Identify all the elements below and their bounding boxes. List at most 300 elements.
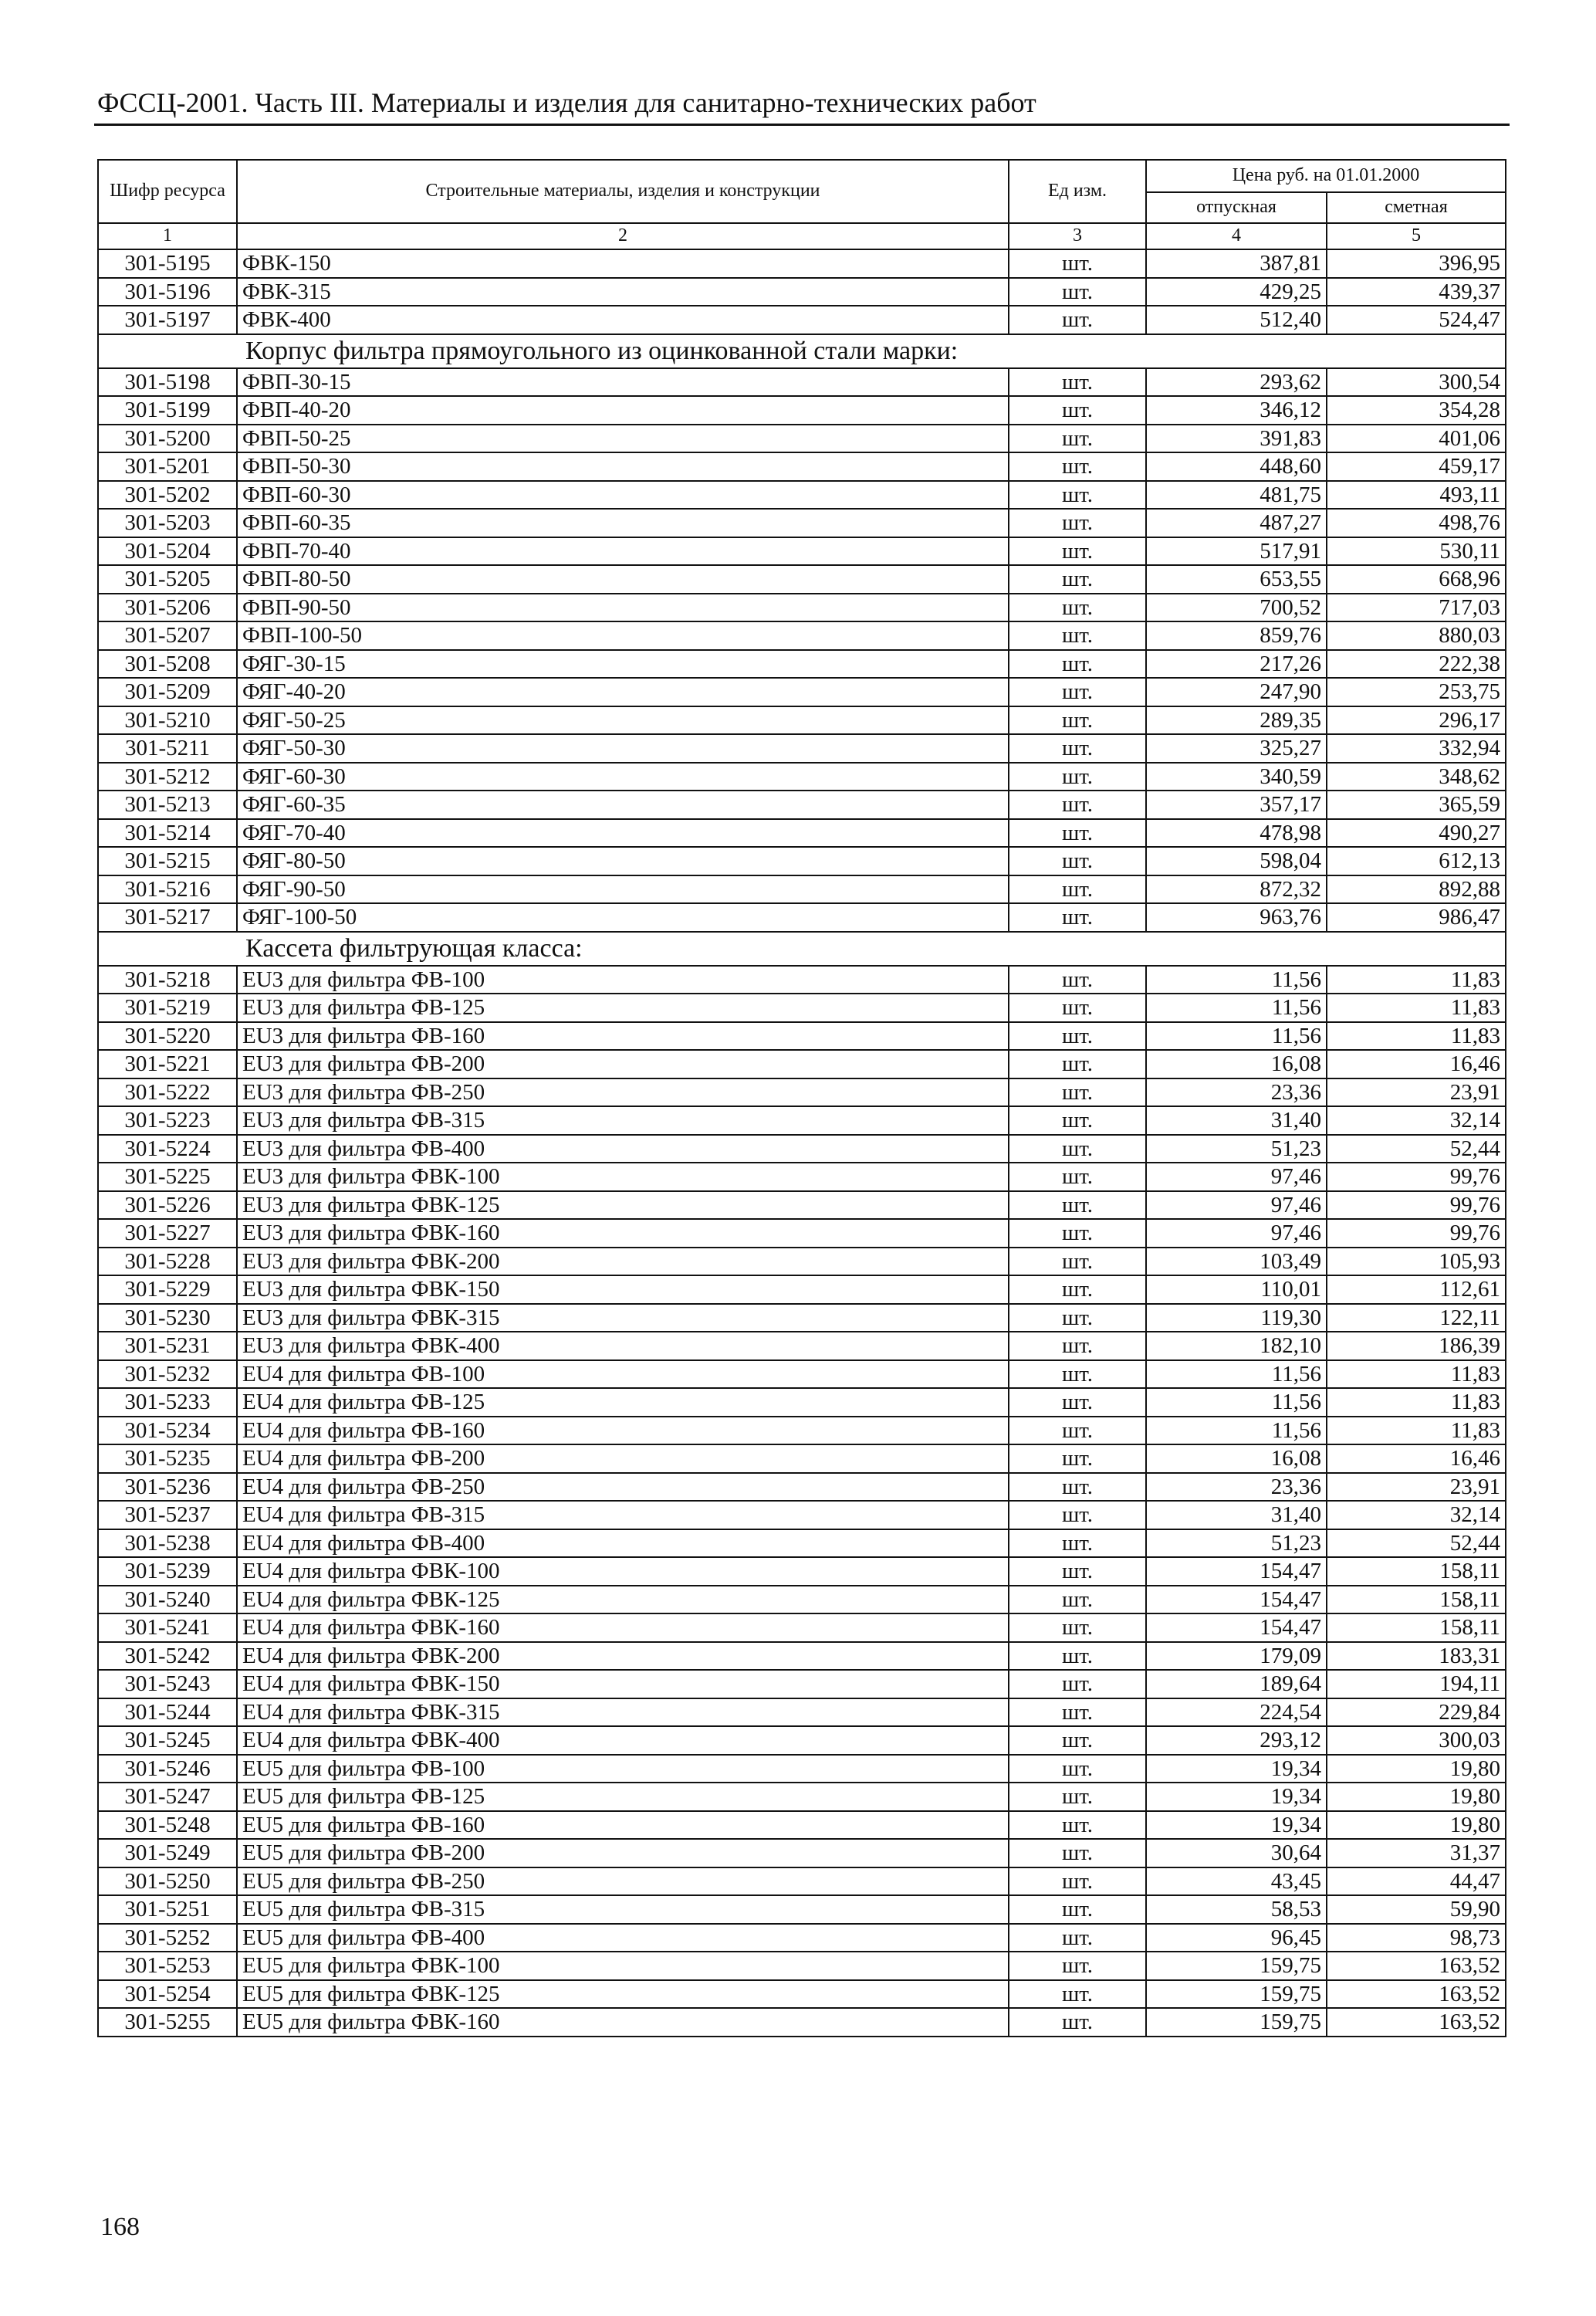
- table-row: [98, 734, 1506, 763]
- price-estimate: 332,94: [1327, 734, 1506, 763]
- price-estimate: 11,83: [1327, 1388, 1506, 1417]
- price-estimate: 530,11: [1327, 537, 1506, 566]
- unit: шт.: [1009, 847, 1146, 875]
- price-estimate: 16,46: [1327, 1050, 1506, 1078]
- item-name: ФЯГ-90-50: [237, 875, 1009, 904]
- table-row: [98, 1360, 1506, 1389]
- table-row: [98, 565, 1506, 594]
- unit: шт.: [1009, 425, 1146, 453]
- item-name: EU3 для фильтра ФВК-200: [237, 1248, 1009, 1276]
- price-estimate: 183,31: [1327, 1642, 1506, 1671]
- unit: шт.: [1009, 706, 1146, 735]
- price-estimate: 229,84: [1327, 1698, 1506, 1727]
- table-row: [98, 966, 1506, 994]
- price-estimate: 99,76: [1327, 1191, 1506, 1220]
- price-estimate: 717,03: [1327, 594, 1506, 622]
- table-row: [98, 1219, 1506, 1248]
- table-row: [98, 1191, 1506, 1220]
- price-estimate: 158,11: [1327, 1557, 1506, 1586]
- resource-code: 301-5236: [98, 1473, 237, 1502]
- unit: шт.: [1009, 452, 1146, 481]
- price-release: 43,45: [1146, 1867, 1327, 1896]
- item-name: EU3 для фильтра ФВ-160: [237, 1022, 1009, 1051]
- table-row: [98, 763, 1506, 791]
- price-release: 97,46: [1146, 1163, 1327, 1191]
- price-estimate: 23,91: [1327, 1473, 1506, 1502]
- resource-code: 301-5205: [98, 565, 237, 594]
- resource-code: 301-5211: [98, 734, 237, 763]
- table-row: [98, 1613, 1506, 1642]
- price-release: 11,56: [1146, 994, 1327, 1022]
- table-row: [98, 1783, 1506, 1811]
- item-name: EU4 для фильтра ФВ-250: [237, 1473, 1009, 1502]
- unit: шт.: [1009, 763, 1146, 791]
- price-release: 872,32: [1146, 875, 1327, 904]
- price-estimate: 668,96: [1327, 565, 1506, 594]
- price-release: 179,09: [1146, 1642, 1327, 1671]
- table-row: [98, 650, 1506, 679]
- table-row: [98, 1163, 1506, 1191]
- price-estimate: 490,27: [1327, 819, 1506, 848]
- resource-code: 301-5245: [98, 1726, 237, 1755]
- section-title: Корпус фильтра прямоугольного из оцинкованной стали марки:: [98, 334, 1506, 368]
- item-name: ФЯГ-40-20: [237, 678, 1009, 706]
- item-name: EU5 для фильтра ФВ-400: [237, 1924, 1009, 1952]
- item-name: ФВП-60-30: [237, 481, 1009, 510]
- price-release: 700,52: [1146, 594, 1327, 622]
- table-row: [98, 1078, 1506, 1107]
- unit: шт.: [1009, 903, 1146, 932]
- resource-code: 301-5208: [98, 650, 237, 679]
- resource-code: 301-5243: [98, 1670, 237, 1698]
- item-name: EU4 для фильтра ФВК-125: [237, 1586, 1009, 1614]
- price-release: 391,83: [1146, 425, 1327, 453]
- resource-code: 301-5238: [98, 1529, 237, 1558]
- price-release: 58,53: [1146, 1895, 1327, 1924]
- price-estimate: 158,11: [1327, 1586, 1506, 1614]
- unit: шт.: [1009, 1980, 1146, 2009]
- item-name: ФВП-50-30: [237, 452, 1009, 481]
- price-release: 51,23: [1146, 1135, 1327, 1163]
- resource-code: 301-5244: [98, 1698, 237, 1727]
- price-release: 247,90: [1146, 678, 1327, 706]
- table-row: [98, 1022, 1506, 1051]
- price-release: 11,56: [1146, 1360, 1327, 1389]
- item-name: EU3 для фильтра ФВ-200: [237, 1050, 1009, 1078]
- price-estimate: 439,37: [1327, 278, 1506, 306]
- price-release: 217,26: [1146, 650, 1327, 679]
- table-row: [98, 1248, 1506, 1276]
- price-estimate: 105,93: [1327, 1248, 1506, 1276]
- item-name: EU5 для фильтра ФВ-250: [237, 1867, 1009, 1896]
- rows-group-b: [98, 368, 1506, 932]
- section-title: Кассета фильтрующая класса:: [98, 932, 1506, 966]
- price-estimate: 986,47: [1327, 903, 1506, 932]
- price-estimate: 11,83: [1327, 994, 1506, 1022]
- unit: шт.: [1009, 306, 1146, 334]
- resource-code: 301-5227: [98, 1219, 237, 1248]
- table-row: [98, 1444, 1506, 1473]
- unit: шт.: [1009, 481, 1146, 510]
- section-1: [98, 334, 1506, 368]
- unit: шт.: [1009, 1078, 1146, 1107]
- price-release: 16,08: [1146, 1050, 1327, 1078]
- table-row: [98, 425, 1506, 453]
- resource-code: 301-5250: [98, 1867, 237, 1896]
- item-name: EU5 для фильтра ФВ-125: [237, 1783, 1009, 1811]
- price-release: 429,25: [1146, 278, 1327, 306]
- item-name: EU4 для фильтра ФВ-315: [237, 1501, 1009, 1529]
- table-row: [98, 1106, 1506, 1135]
- price-release: 159,75: [1146, 2008, 1327, 2037]
- item-name: ФЯГ-80-50: [237, 847, 1009, 875]
- price-release: 154,47: [1146, 1557, 1327, 1586]
- item-name: ФВП-90-50: [237, 594, 1009, 622]
- resource-code: 301-5231: [98, 1332, 237, 1360]
- item-name: EU4 для фильтра ФВК-400: [237, 1726, 1009, 1755]
- price-release: 31,40: [1146, 1106, 1327, 1135]
- item-name: ФВП-80-50: [237, 565, 1009, 594]
- table-row: [98, 452, 1506, 481]
- item-name: EU4 для фильтра ФВК-200: [237, 1642, 1009, 1671]
- unit: шт.: [1009, 509, 1146, 537]
- item-name: ФВП-30-15: [237, 368, 1009, 397]
- resource-code: 301-5212: [98, 763, 237, 791]
- unit: шт.: [1009, 994, 1146, 1022]
- price-release: 189,64: [1146, 1670, 1327, 1698]
- unit: шт.: [1009, 1642, 1146, 1671]
- unit: шт.: [1009, 1670, 1146, 1698]
- price-release: 512,40: [1146, 306, 1327, 334]
- table-row: [98, 1135, 1506, 1163]
- col-number: 3: [1009, 223, 1146, 249]
- resource-code: 301-5221: [98, 1050, 237, 1078]
- table-row: [98, 621, 1506, 650]
- table-row: [98, 791, 1506, 819]
- table-row: [98, 1811, 1506, 1840]
- unit: шт.: [1009, 819, 1146, 848]
- unit: шт.: [1009, 1360, 1146, 1389]
- price-estimate: 11,83: [1327, 1022, 1506, 1051]
- resource-code: 301-5230: [98, 1304, 237, 1332]
- item-name: EU3 для фильтра ФВ-125: [237, 994, 1009, 1022]
- price-release: 11,56: [1146, 1022, 1327, 1051]
- price-release: 110,01: [1146, 1275, 1327, 1304]
- table-row: [98, 1050, 1506, 1078]
- price-release: 19,34: [1146, 1755, 1327, 1783]
- price-release: 182,10: [1146, 1332, 1327, 1360]
- unit: шт.: [1009, 1248, 1146, 1276]
- item-name: EU3 для фильтра ФВК-315: [237, 1304, 1009, 1332]
- price-release: 30,64: [1146, 1839, 1327, 1867]
- resource-code: 301-5218: [98, 966, 237, 994]
- price-estimate: 880,03: [1327, 621, 1506, 650]
- price-release: 859,76: [1146, 621, 1327, 650]
- item-name: EU4 для фильтра ФВ-100: [237, 1360, 1009, 1389]
- table-row: [98, 1642, 1506, 1671]
- unit: шт.: [1009, 368, 1146, 397]
- price-release: 293,62: [1146, 368, 1327, 397]
- item-name: ФВП-40-20: [237, 396, 1009, 425]
- price-estimate: 300,03: [1327, 1726, 1506, 1755]
- price-estimate: 163,52: [1327, 2008, 1506, 2037]
- unit: шт.: [1009, 1022, 1146, 1051]
- resource-code: 301-5219: [98, 994, 237, 1022]
- unit: шт.: [1009, 1529, 1146, 1558]
- col-header-unit: Ед изм.: [1009, 160, 1146, 223]
- item-name: EU3 для фильтра ФВ-100: [237, 966, 1009, 994]
- table-row: [98, 537, 1506, 566]
- resource-code: 301-5217: [98, 903, 237, 932]
- price-release: 16,08: [1146, 1444, 1327, 1473]
- table-row: [98, 1980, 1506, 2009]
- table-row: [98, 903, 1506, 932]
- table-row: [98, 847, 1506, 875]
- table-row: [98, 1332, 1506, 1360]
- unit: шт.: [1009, 1895, 1146, 1924]
- rows-group-c: [98, 966, 1506, 2037]
- item-name: EU4 для фильтра ФВК-160: [237, 1613, 1009, 1642]
- header-rule: [94, 124, 1510, 126]
- price-release: 154,47: [1146, 1613, 1327, 1642]
- price-estimate: 186,39: [1327, 1332, 1506, 1360]
- price-release: 653,55: [1146, 565, 1327, 594]
- resource-code: 301-5197: [98, 306, 237, 334]
- price-release: 11,56: [1146, 966, 1327, 994]
- table-row: [98, 594, 1506, 622]
- unit: шт.: [1009, 1586, 1146, 1614]
- item-name: EU3 для фильтра ФВК-125: [237, 1191, 1009, 1220]
- item-name: EU5 для фильтра ФВК-100: [237, 1952, 1009, 1980]
- table-row: [98, 1473, 1506, 1502]
- item-name: EU3 для фильтра ФВК-400: [237, 1332, 1009, 1360]
- table-row: [98, 875, 1506, 904]
- item-name: ФЯГ-50-30: [237, 734, 1009, 763]
- resource-code: 301-5200: [98, 425, 237, 453]
- price-release: 97,46: [1146, 1191, 1327, 1220]
- price-release: 31,40: [1146, 1501, 1327, 1529]
- price-estimate: 498,76: [1327, 509, 1506, 537]
- resource-code: 301-5222: [98, 1078, 237, 1107]
- table-row: [98, 2008, 1506, 2037]
- price-estimate: 59,90: [1327, 1895, 1506, 1924]
- item-name: ФЯГ-60-35: [237, 791, 1009, 819]
- unit: шт.: [1009, 537, 1146, 566]
- item-name: ФВП-60-35: [237, 509, 1009, 537]
- unit: шт.: [1009, 1924, 1146, 1952]
- price-release: 154,47: [1146, 1586, 1327, 1614]
- table-row: [98, 1501, 1506, 1529]
- price-estimate: 524,47: [1327, 306, 1506, 334]
- resource-code: 301-5242: [98, 1642, 237, 1671]
- resource-code: 301-5241: [98, 1613, 237, 1642]
- price-release: 598,04: [1146, 847, 1327, 875]
- unit: шт.: [1009, 791, 1146, 819]
- price-estimate: 11,83: [1327, 966, 1506, 994]
- item-name: EU4 для фильтра ФВ-160: [237, 1417, 1009, 1445]
- price-estimate: 222,38: [1327, 650, 1506, 679]
- price-estimate: 612,13: [1327, 847, 1506, 875]
- price-estimate: 194,11: [1327, 1670, 1506, 1698]
- table-row: [98, 1388, 1506, 1417]
- resource-code: 301-5235: [98, 1444, 237, 1473]
- unit: шт.: [1009, 2008, 1146, 2037]
- price-estimate: 493,11: [1327, 481, 1506, 510]
- table-row: [98, 1839, 1506, 1867]
- table-row: [98, 1275, 1506, 1304]
- price-estimate: 31,37: [1327, 1839, 1506, 1867]
- item-name: ФВП-50-25: [237, 425, 1009, 453]
- resource-code: 301-5232: [98, 1360, 237, 1389]
- price-release: 119,30: [1146, 1304, 1327, 1332]
- price-estimate: 99,76: [1327, 1219, 1506, 1248]
- table-row: [98, 1417, 1506, 1445]
- price-release: 963,76: [1146, 903, 1327, 932]
- price-estimate: 892,88: [1327, 875, 1506, 904]
- col-header-release: отпускная: [1146, 192, 1327, 223]
- resource-code: 301-5199: [98, 396, 237, 425]
- table-row: [98, 1670, 1506, 1698]
- unit: шт.: [1009, 594, 1146, 622]
- resource-code: 301-5214: [98, 819, 237, 848]
- unit: шт.: [1009, 1050, 1146, 1078]
- resource-code: 301-5209: [98, 678, 237, 706]
- item-name: EU3 для фильтра ФВ-250: [237, 1078, 1009, 1107]
- rows-group-a: [98, 249, 1506, 334]
- table-row: [98, 368, 1506, 397]
- unit: шт.: [1009, 1135, 1146, 1163]
- price-release: 159,75: [1146, 1980, 1327, 2009]
- item-name: ФЯГ-60-30: [237, 763, 1009, 791]
- item-name: EU4 для фильтра ФВК-150: [237, 1670, 1009, 1698]
- unit: шт.: [1009, 249, 1146, 278]
- unit: шт.: [1009, 1726, 1146, 1755]
- table-row: [98, 1895, 1506, 1924]
- table-row: [98, 306, 1506, 334]
- resource-code: 301-5233: [98, 1388, 237, 1417]
- price-release: 11,56: [1146, 1417, 1327, 1445]
- price-estimate: 459,17: [1327, 452, 1506, 481]
- item-name: ФВК-150: [237, 249, 1009, 278]
- price-estimate: 98,73: [1327, 1924, 1506, 1952]
- unit: шт.: [1009, 1191, 1146, 1220]
- price-estimate: 19,80: [1327, 1755, 1506, 1783]
- price-estimate: 122,11: [1327, 1304, 1506, 1332]
- price-release: 325,27: [1146, 734, 1327, 763]
- resource-code: 301-5226: [98, 1191, 237, 1220]
- price-estimate: 19,80: [1327, 1783, 1506, 1811]
- resource-code: 301-5248: [98, 1811, 237, 1840]
- price-release: 346,12: [1146, 396, 1327, 425]
- resource-code: 301-5195: [98, 249, 237, 278]
- resource-code: 301-5206: [98, 594, 237, 622]
- price-estimate: 52,44: [1327, 1529, 1506, 1558]
- price-release: 289,35: [1146, 706, 1327, 735]
- resource-code: 301-5215: [98, 847, 237, 875]
- table-row: [98, 819, 1506, 848]
- price-estimate: 99,76: [1327, 1163, 1506, 1191]
- resource-code: 301-5249: [98, 1839, 237, 1867]
- price-estimate: 32,14: [1327, 1106, 1506, 1135]
- unit: шт.: [1009, 678, 1146, 706]
- price-release: 357,17: [1146, 791, 1327, 819]
- resource-code: 301-5239: [98, 1557, 237, 1586]
- price-release: 159,75: [1146, 1952, 1327, 1980]
- table-row: [98, 1586, 1506, 1614]
- unit: шт.: [1009, 1867, 1146, 1896]
- price-release: 19,34: [1146, 1811, 1327, 1840]
- table-row: [98, 1924, 1506, 1952]
- price-release: 97,46: [1146, 1219, 1327, 1248]
- table-row: [98, 1304, 1506, 1332]
- price-release: 11,56: [1146, 1388, 1327, 1417]
- unit: шт.: [1009, 396, 1146, 425]
- col-header-name: Строительные материалы, изделия и конструкции: [237, 160, 1009, 223]
- item-name: EU4 для фильтра ФВК-315: [237, 1698, 1009, 1727]
- unit: шт.: [1009, 1501, 1146, 1529]
- col-number: 5: [1327, 223, 1506, 249]
- item-name: EU3 для фильтра ФВ-400: [237, 1135, 1009, 1163]
- item-name: ФВП-70-40: [237, 537, 1009, 566]
- unit: шт.: [1009, 734, 1146, 763]
- resource-code: 301-5216: [98, 875, 237, 904]
- unit: шт.: [1009, 966, 1146, 994]
- col-header-code: Шифр ресурса: [98, 160, 237, 223]
- unit: шт.: [1009, 1613, 1146, 1642]
- unit: шт.: [1009, 1557, 1146, 1586]
- unit: шт.: [1009, 1444, 1146, 1473]
- resource-code: 301-5229: [98, 1275, 237, 1304]
- price-release: 487,27: [1146, 509, 1327, 537]
- price-estimate: 354,28: [1327, 396, 1506, 425]
- item-name: ФВК-315: [237, 278, 1009, 306]
- unit: шт.: [1009, 1839, 1146, 1867]
- unit: шт.: [1009, 1332, 1146, 1360]
- resource-code: 301-5240: [98, 1586, 237, 1614]
- price-estimate: 296,17: [1327, 706, 1506, 735]
- item-name: EU5 для фильтра ФВК-160: [237, 2008, 1009, 2037]
- unit: шт.: [1009, 1163, 1146, 1191]
- item-name: EU4 для фильтра ФВ-400: [237, 1529, 1009, 1558]
- price-release: 481,75: [1146, 481, 1327, 510]
- resource-code: 301-5251: [98, 1895, 237, 1924]
- price-estimate: 365,59: [1327, 791, 1506, 819]
- table-row: [98, 1755, 1506, 1783]
- price-estimate: 348,62: [1327, 763, 1506, 791]
- resource-code: 301-5255: [98, 2008, 237, 2037]
- resource-code: 301-5201: [98, 452, 237, 481]
- resource-code: 301-5224: [98, 1135, 237, 1163]
- unit: шт.: [1009, 875, 1146, 904]
- table-row: [98, 706, 1506, 735]
- item-name: ФЯГ-70-40: [237, 819, 1009, 848]
- unit: шт.: [1009, 1219, 1146, 1248]
- unit: шт.: [1009, 278, 1146, 306]
- price-release: 224,54: [1146, 1698, 1327, 1727]
- resource-code: 301-5202: [98, 481, 237, 510]
- col-number: 1: [98, 223, 237, 249]
- price-estimate: 16,46: [1327, 1444, 1506, 1473]
- price-estimate: 401,06: [1327, 425, 1506, 453]
- item-name: EU5 для фильтра ФВ-315: [237, 1895, 1009, 1924]
- item-name: ФЯГ-100-50: [237, 903, 1009, 932]
- table-row: [98, 1867, 1506, 1896]
- table-row: [98, 278, 1506, 306]
- resource-code: 301-5253: [98, 1952, 237, 1980]
- unit: шт.: [1009, 1811, 1146, 1840]
- resource-code: 301-5213: [98, 791, 237, 819]
- price-estimate: 52,44: [1327, 1135, 1506, 1163]
